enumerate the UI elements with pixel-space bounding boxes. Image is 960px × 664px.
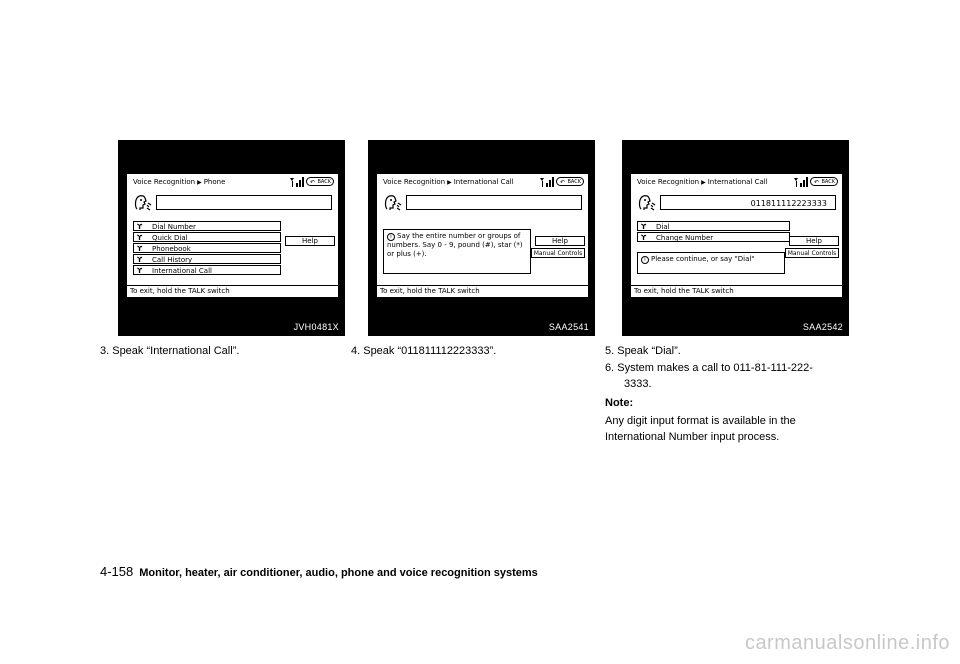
manual-controls-button[interactable]: Manual Controls bbox=[531, 248, 585, 258]
info-icon: i bbox=[387, 233, 395, 241]
figure-international-call-number bbox=[622, 140, 849, 336]
voice-command-icon: ϒ bbox=[137, 245, 143, 253]
back-return-icon: ↶ bbox=[814, 179, 820, 186]
breadcrumb-arrow-icon: ▶ bbox=[197, 179, 202, 186]
back-return-icon: ↶ bbox=[310, 179, 316, 186]
figure-code: SAA2542 bbox=[802, 322, 843, 332]
back-button[interactable]: ↶ BACK bbox=[556, 177, 584, 186]
screen-header: Voice Recognition ▶ International Call bbox=[637, 178, 768, 186]
figure-code: SAA2541 bbox=[548, 322, 589, 332]
help-button[interactable]: Help bbox=[285, 236, 335, 246]
voice-command-icon: ϒ bbox=[641, 223, 647, 231]
note-heading: Note: bbox=[605, 397, 634, 409]
menu-item-call-history[interactable]: ϒ Call History bbox=[133, 254, 281, 264]
breadcrumb-arrow-icon: ▶ bbox=[701, 179, 706, 186]
voice-command-icon: ϒ bbox=[137, 256, 143, 264]
screen-header: Voice Recognition ▶ International Call bbox=[383, 178, 514, 186]
voice-menu bbox=[637, 221, 790, 243]
menu-item-international-call[interactable]: ϒ International Call bbox=[133, 265, 281, 275]
speaking-face-icon bbox=[133, 193, 153, 213]
menu-item-dial-number[interactable]: ϒ Dial Number bbox=[133, 221, 281, 231]
help-button[interactable]: Help bbox=[535, 236, 585, 246]
watermark: carmanualsonline.info bbox=[744, 632, 950, 654]
breadcrumb-arrow-icon: ▶ bbox=[447, 179, 452, 186]
screen bbox=[376, 173, 589, 298]
number-entry-field bbox=[406, 195, 582, 210]
screen-header: Voice Recognition ▶ Phone bbox=[133, 178, 226, 186]
step-3: 3. Speak “International Call”. bbox=[100, 345, 240, 357]
step-5: 5. Speak “Dial”. bbox=[605, 345, 681, 357]
screen-footer: To exit, hold the TALK switch bbox=[377, 285, 588, 297]
voice-command-icon: ϒ bbox=[641, 234, 647, 242]
screen-footer: To exit, hold the TALK switch bbox=[127, 285, 338, 297]
manual-controls-button[interactable]: Manual Controls bbox=[785, 248, 839, 258]
voice-command-icon: ϒ bbox=[137, 267, 143, 275]
figure-code: JVH0481X bbox=[293, 322, 339, 332]
step-6-line-1: 6. System makes a call to 011-81-111-222- bbox=[605, 362, 813, 374]
menu-item-phonebook[interactable]: ϒ Phonebook bbox=[133, 243, 281, 253]
page-footer bbox=[100, 563, 538, 581]
step-6-line-2: 3333. bbox=[624, 378, 652, 390]
figure-international-call-prompt bbox=[368, 140, 595, 336]
screen bbox=[126, 173, 339, 298]
page-number: 4-158 bbox=[100, 564, 134, 579]
step-4: 4. Speak “011811112223333”. bbox=[351, 345, 497, 357]
signal-bars-icon bbox=[794, 177, 808, 187]
screen bbox=[630, 173, 843, 298]
note-text-line-2: International Number input process. bbox=[605, 431, 780, 443]
menu-item-dial[interactable]: ϒ Dial bbox=[637, 221, 790, 231]
figure-phone-menu bbox=[118, 140, 345, 336]
menu-item-change-number[interactable]: ϒ Change Number bbox=[637, 232, 790, 242]
voice-prompt: i Please continue, or say "Dial" bbox=[637, 252, 785, 274]
voice-prompt: i Say the entire number or groups of numbers. Say 0 - 9, pound (#), star (*) or plus (+). bbox=[383, 229, 531, 274]
signal-bars-icon bbox=[540, 177, 554, 187]
back-button[interactable]: ↶ BACK bbox=[810, 177, 838, 186]
info-icon: i bbox=[641, 256, 649, 264]
number-entry-field: 011811112223333 bbox=[660, 195, 836, 210]
voice-command-icon: ϒ bbox=[137, 234, 143, 242]
signal-bars-icon bbox=[290, 177, 304, 187]
section-title: Monitor, heater, air conditioner, audio, phone and voice recognition systems bbox=[139, 567, 538, 579]
voice-command-icon: ϒ bbox=[137, 223, 143, 231]
screen-footer: To exit, hold the TALK switch bbox=[631, 285, 842, 297]
speaking-face-icon bbox=[383, 193, 403, 213]
back-return-icon: ↶ bbox=[560, 179, 566, 186]
speaking-face-icon bbox=[637, 193, 657, 213]
voice-menu bbox=[133, 221, 281, 276]
help-button[interactable]: Help bbox=[789, 236, 839, 246]
back-button[interactable]: ↶ BACK bbox=[306, 177, 334, 186]
number-entry-field bbox=[156, 195, 332, 210]
menu-item-quick-dial[interactable]: ϒ Quick Dial bbox=[133, 232, 281, 242]
note-text-line-1: Any digit input format is available in the bbox=[605, 415, 796, 427]
